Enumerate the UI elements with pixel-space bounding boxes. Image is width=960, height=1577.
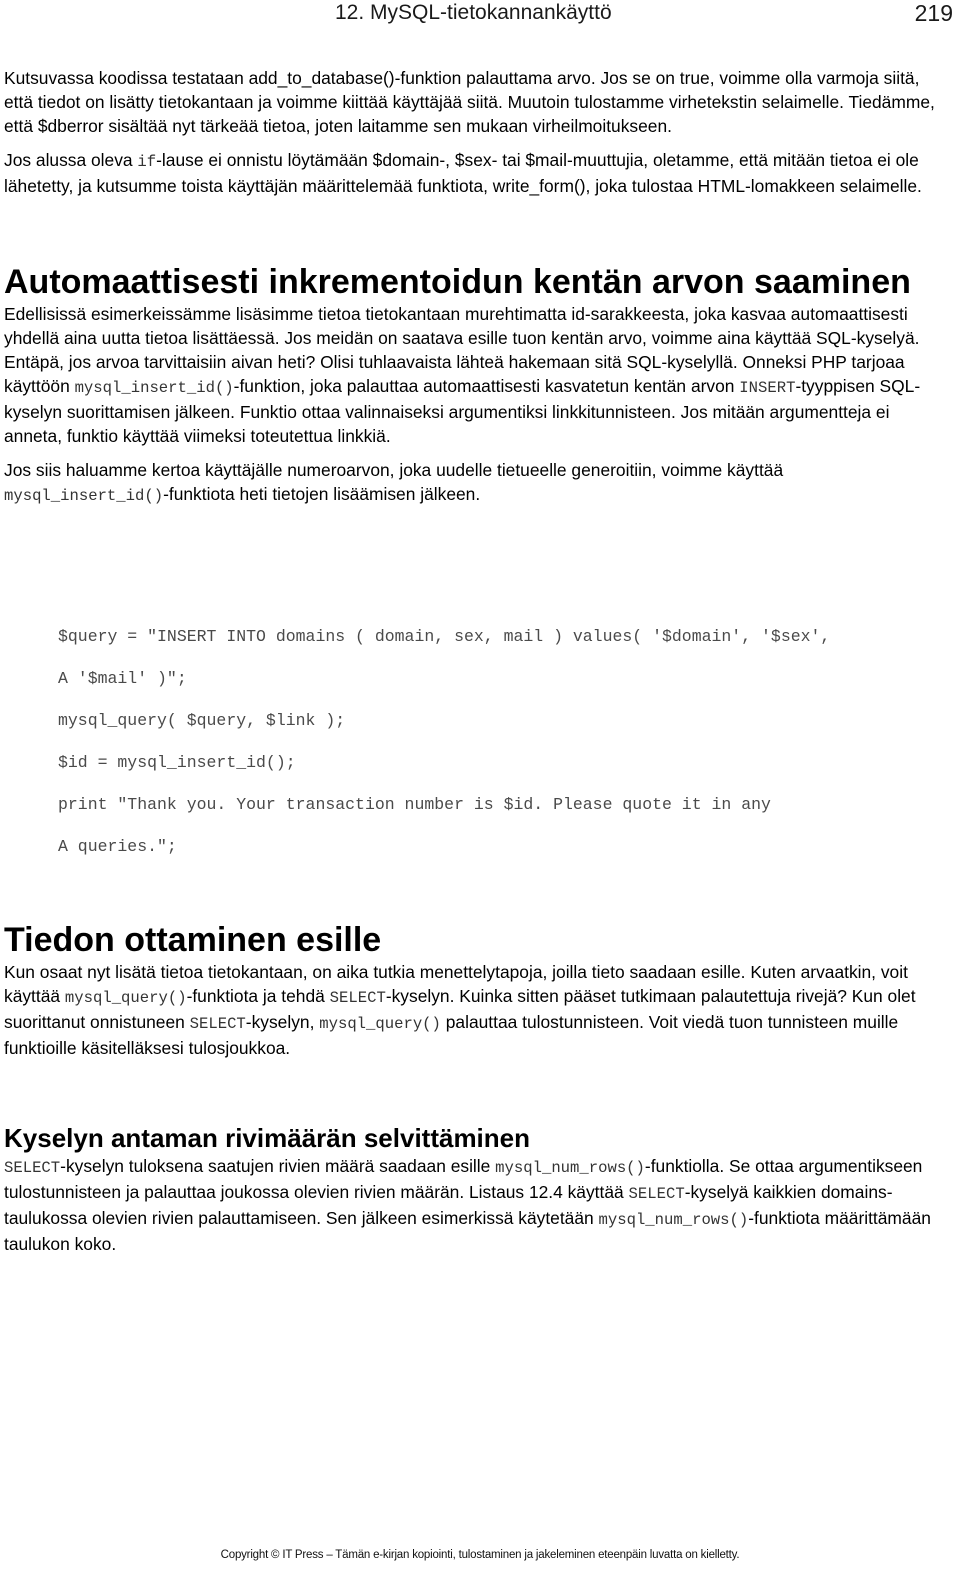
inline-code: SELECT — [329, 989, 386, 1007]
chapter-title: 12. MySQL-tietokannankäyttö — [335, 1, 612, 24]
inline-code: SELECT — [628, 1185, 685, 1203]
section-heading-retrieving: Tiedon ottaminen esille — [4, 921, 382, 959]
section3-paragraph-1: SELECT-kyselyn tuloksena saatujen rivien määrä saadaan esille mysql_num_rows()-funktiolla. Se ottaa argumentikseen tulostunnisteen ja palauttaa joukossa olevien rivien määrän. Listaus 12.4 käyttää SELECT-kyselyä kaikkien domains-taulukossa olevien rivien palauttamiseen. Sen jälkeen esimerkissä käytetään mysql_num_rows()-funktiota määrittämään taulukon koko. — [4, 1156, 931, 1254]
inline-code: mysql_num_rows() — [598, 1211, 749, 1229]
section1-paragraph-1: Edellisissä esimerkeissämme lisäsimme tietoa tietokantaan murehtimatta id-sarakkeesta, joka kasvaa automaattisesti yhdellä aina uutta tietoa lisättäessä. Jos meidän on saatava esille tuon kentän arvo, voimme aina käyttää SQL-kyselyä. Entäpä, jos arvoa tarvittaisiin aivan heti? Olisi tuhlaavaista lähteä hakemaan sitä SQL-kyselyllä. Onneksi PHP tarjoaa käyttöön mysql_insert_id()-funktion, joka palauttaa automaattisesti kasvatetun kentän arvon INSERT-tyyppisen SQL-kyselyn suorittamisen jälkeen. Funktio ottaa valinnaiseksi argumentiksi linkkitunnisteen. Jos mitään argumentteja ei anneta, funktio käyttää viimeksi toteutettua linkkiä. — [4, 304, 921, 446]
section2-paragraph-1: Kun osaat nyt lisätä tietoa tietokantaan, on aika tutkia menettelytapoja, joilla tieto saadaan esille. Kuten arvaatkin, voit käyttää mysql_query()-funktiota ja tehdä SELECT-kyselyn. Kuinka sitten pääset tutkimaan palautettuja rivejä? Kun olet suorittanut onnistuneen SELECT-kyselyn, mysql_query() palauttaa tulostunnisteen. Voit viedä tuon tunnisteen muille funktioille käsitelläksesi tulosjoukkoa. — [4, 962, 916, 1058]
section-heading-row-count: Kyselyn antaman rivimäärän selvittäminen — [4, 1123, 531, 1153]
code-line: $id = mysql_insert_id(); — [58, 753, 296, 772]
intro-paragraph-1: Kutsuvassa koodissa testataan add_to_database()-funktion palauttama arvo. Jos se on true, voimme olla varmoja siitä, että tiedot on lisätty tietokantaan ja voimme kiittää käyttäjää siitä. Muutoin tulostamme virhetekstin selaimelle. Tiedämme, että $dberror sisältää nyt tärkeää tietoa, joten laitamme sen mukaan virheilmoitukseen. — [4, 68, 935, 136]
code-line: $query = "INSERT INTO domains ( domain, sex, mail ) values( '$domain', '$sex', — [58, 627, 831, 646]
section-3 — [4, 1122, 944, 1256]
code-listing — [58, 622, 938, 874]
inline-code: SELECT — [189, 1015, 246, 1033]
page-header — [0, 0, 960, 34]
inline-code: mysql_query() — [319, 1015, 441, 1033]
inline-code: SELECT — [4, 1159, 61, 1177]
section-heading-autoincrement: Automaattisesti inkrementoidun kentän arvon saaminen — [4, 263, 911, 301]
intro-paragraph-2: Jos alussa oleva if-lause ei onnistu löytämään $domain-, $sex- tai $mail-muuttujia, oletamme, että mitään tietoa ei ole lähetetty, ja kutsumme toista käyttäjän määrittelemää funktiota, write_form(), joka tulostaa HTML-lomakkeen selaimelle. — [4, 150, 922, 196]
inline-code: if — [137, 153, 157, 171]
inline-code: mysql_insert_id() — [4, 487, 164, 505]
code-line: A '$mail' )"; — [58, 669, 187, 688]
page-number: 219 — [914, 0, 953, 26]
copyright-footer: Copyright © IT Press – Tämän e-kirjan kopiointi, tulostaminen ja jakeleminen eteenpäin luvatta on kielletty. — [220, 1549, 740, 1561]
inline-code: mysql_query() — [64, 989, 187, 1007]
section-2 — [4, 920, 944, 1060]
code-line: A queries."; — [58, 837, 177, 856]
page-content — [4, 66, 944, 508]
inline-code: mysql_num_rows() — [495, 1159, 645, 1177]
code-line: print "Thank you. Your transaction number is $id. Please quote it in any — [58, 795, 771, 814]
inline-code: INSERT — [739, 379, 796, 397]
code-line: mysql_query( $query, $link ); — [58, 711, 346, 730]
inline-code: mysql_insert_id() — [74, 379, 234, 397]
section1-paragraph-2: Jos siis haluamme kertoa käyttäjälle numeroarvon, joka uudelle tietueelle generoitiin, voimme käyttää mysql_insert_id()-funktiota heti tietojen lisäämisen jälkeen. — [4, 460, 784, 505]
